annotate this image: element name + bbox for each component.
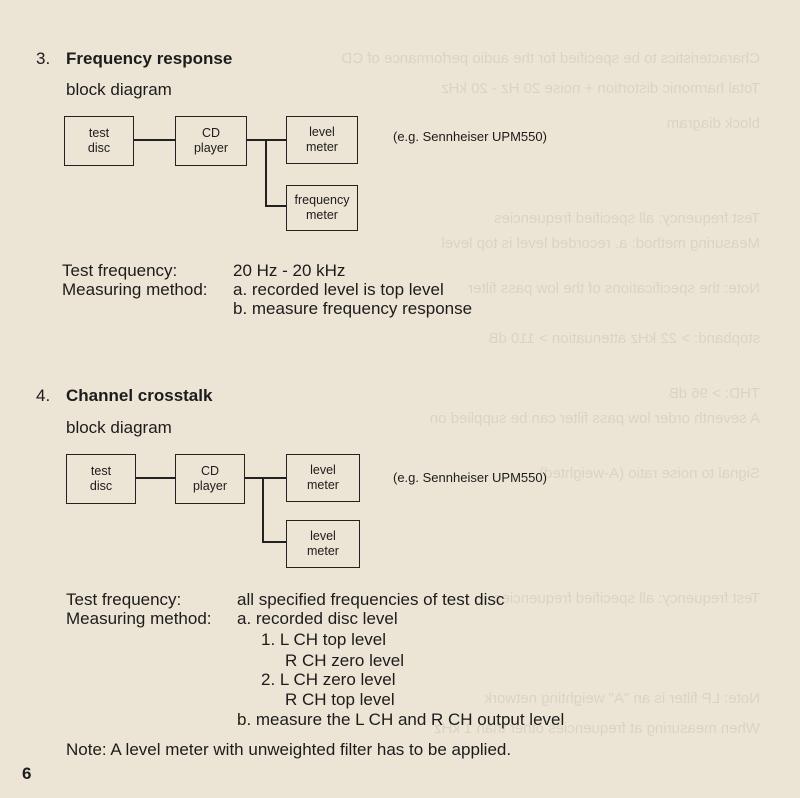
step-1-line-b: R CH zero level: [285, 651, 405, 670]
measuring-method-a: a. recorded level is top level: [233, 280, 444, 299]
measuring-method-label: Measuring method:: [66, 609, 212, 628]
connector-line: [262, 541, 286, 543]
connector-line: [262, 477, 264, 542]
show-through-texture: Characteristics to be specified for the audio performance of CD Total harmonic distortion + noise 20 Hz - 20 kHz block diagram Test frequency: all specified frequencies Measuring method: a. recorded level is top level Note: the specifications of the low pass filter stopband: > 22 kHz attenuation > 110 dB THD: > 96 dB A seventh order low pass filter can be supplied on Signal to noise ratio (A-weighted) Test frequency: all specified frequencies Note: LP filter is an "A" weighting network When measuring at frequencies other than 1 kHz: [341, 50, 760, 737]
section-3-number: 3.: [36, 49, 51, 68]
cd-player-box: CD player: [175, 454, 245, 504]
section-4-block-diagram-label: block diagram: [66, 418, 172, 437]
note-text: Note: A level meter with unweighted filter has to be applied.: [66, 740, 512, 759]
test-frequency-label: Test frequency:: [62, 261, 178, 280]
example-meter-text: (e.g. Sennheiser UPM550): [393, 129, 547, 144]
step-1-line-a: 1. L CH top level: [261, 630, 387, 649]
connector-line: [244, 477, 286, 479]
level-meter-box-2: level meter: [286, 520, 360, 568]
measuring-method-b: b. measure frequency response: [233, 299, 473, 318]
frequency-meter-box: frequency meter: [286, 185, 358, 231]
measuring-method-a: a. recorded disc level: [237, 609, 398, 628]
step-2-line-b: R CH top level: [285, 690, 395, 709]
connector-line: [133, 139, 175, 141]
connector-line: [265, 205, 286, 207]
section-3-block-diagram-label: block diagram: [66, 80, 172, 99]
level-meter-box: level meter: [286, 116, 358, 164]
connector-line: [135, 477, 175, 479]
section-4-title: Channel crosstalk: [66, 386, 213, 405]
page-number: 6: [22, 764, 32, 783]
measuring-method-b: b. measure the L CH and R CH output level: [237, 710, 565, 729]
section-4-number: 4.: [36, 386, 51, 405]
test-disc-box: test disc: [64, 116, 134, 166]
example-meter-text: (e.g. Sennheiser UPM550): [393, 470, 547, 485]
test-frequency-label: Test frequency:: [66, 590, 182, 609]
test-frequency-value: all specified frequencies of test disc: [237, 590, 505, 609]
step-2-line-a: 2. L CH zero level: [261, 670, 396, 689]
section-3-title: Frequency response: [66, 49, 233, 68]
connector-line: [265, 139, 267, 206]
level-meter-box-1: level meter: [286, 454, 360, 502]
cd-player-box: CD player: [175, 116, 247, 166]
test-frequency-value: 20 Hz - 20 kHz: [233, 261, 346, 280]
measuring-method-label: Measuring method:: [62, 280, 208, 299]
test-disc-box: test disc: [66, 454, 136, 504]
